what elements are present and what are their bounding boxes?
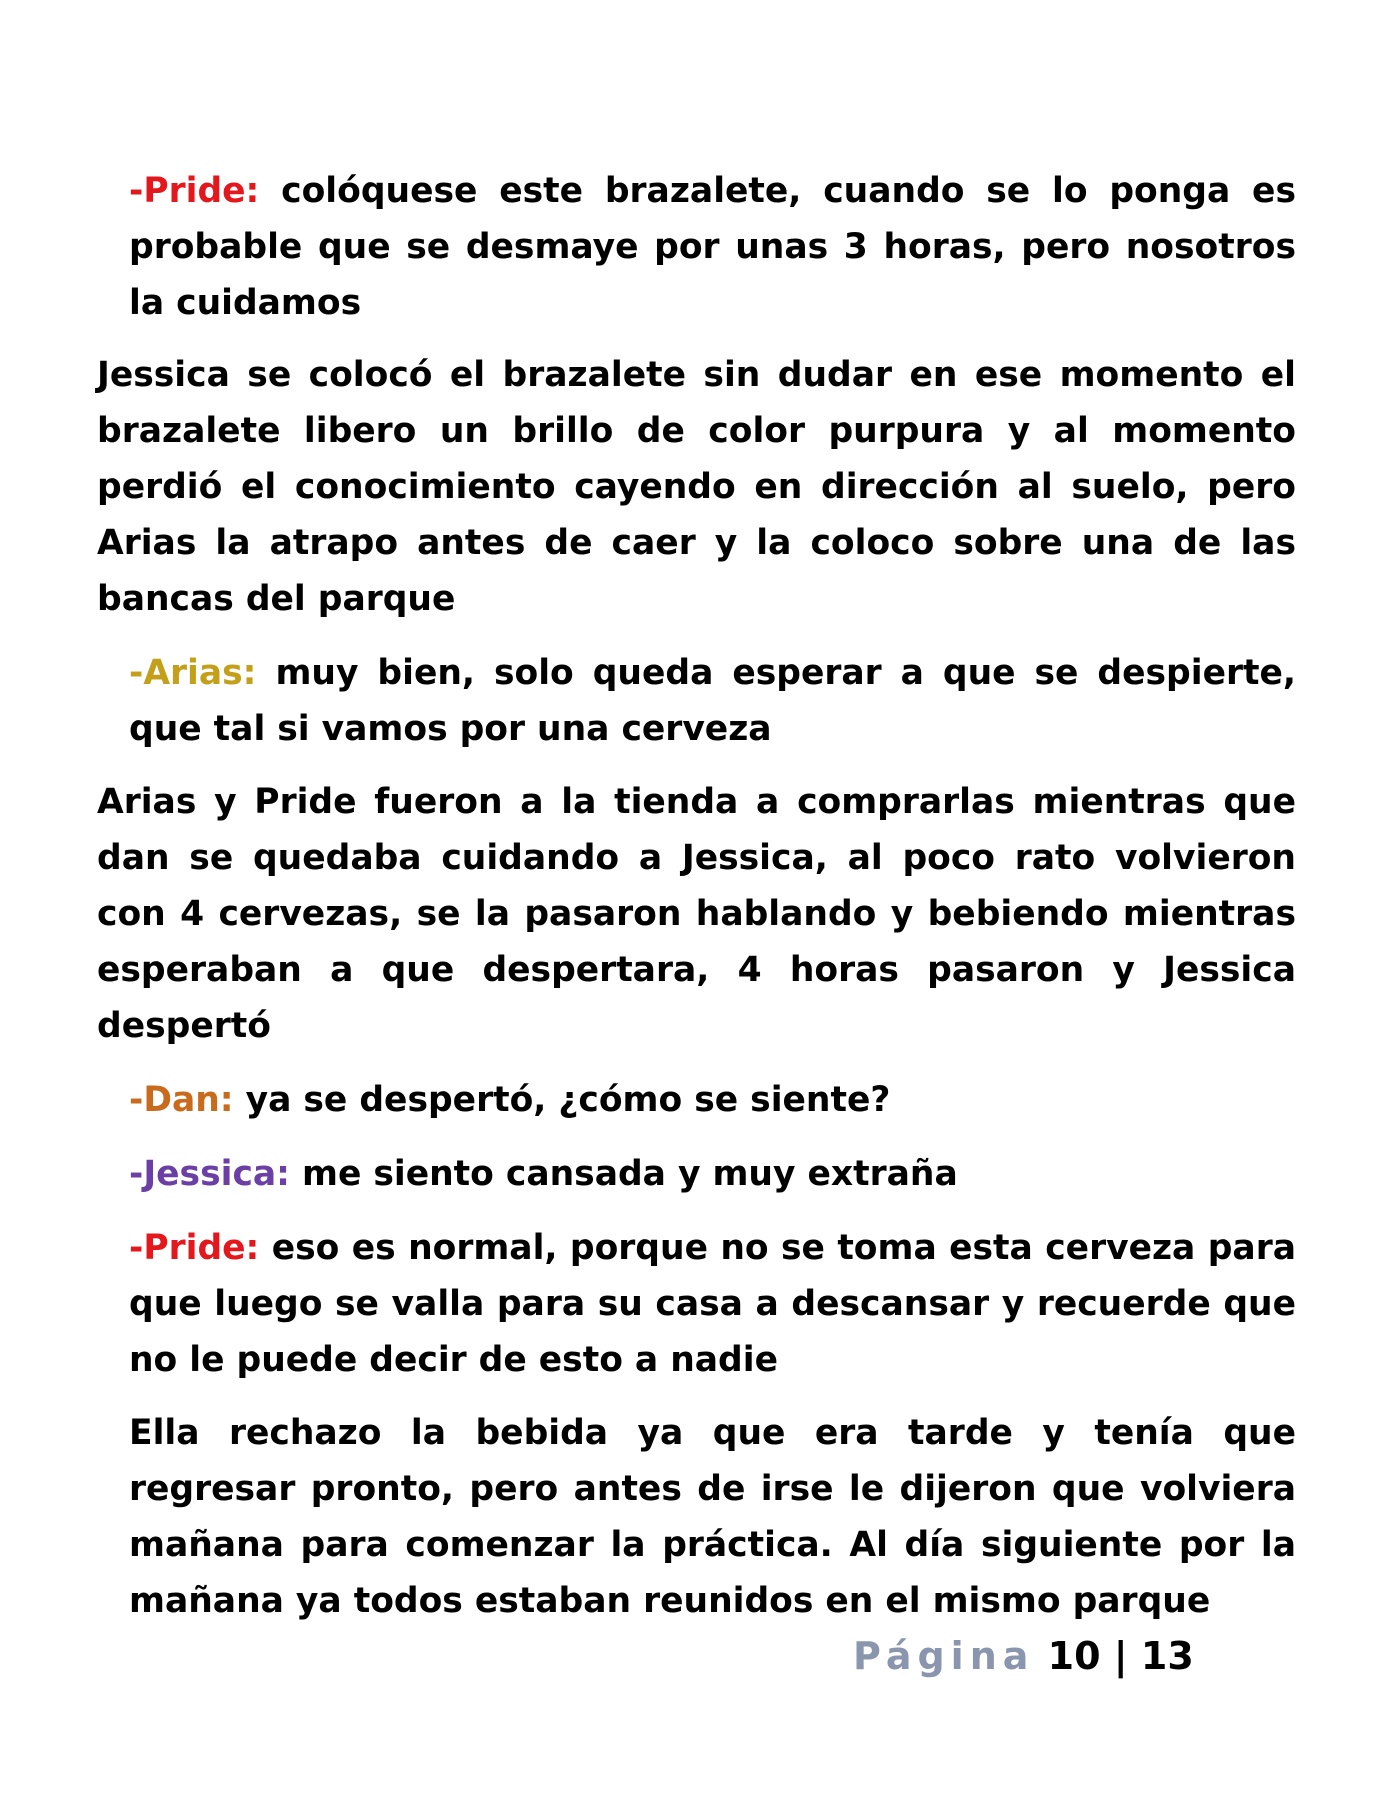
dialogue-text: ya se despertó, ¿cómo se siente?: [233, 1080, 891, 1120]
dialogue-jessica: [129, 1146, 1296, 1202]
dialogue-pride-1: [129, 163, 1296, 331]
narration-paragraph-2: Arias y Pride fueron a la tienda a comprarlas mientras que dan se quedaba cuidando a Jessica, al poco rato volvieron con 4 cervezas, se la pasaron hablando y bebiendo mientras esperaban a que despertara, 4 horas pasaron y Jessica despertó: [97, 782, 1296, 1046]
speaker-pride: -Pride:: [129, 1228, 260, 1268]
dialogue-arias: [129, 645, 1296, 757]
narration-paragraph-1: Jessica se colocó el brazalete sin dudar en ese momento el brazalete libero un brillo de color purpura y al momento perdió el conocimiento cayendo en dirección al suelo, pero Arias la atrapo antes de caer y la coloco sobre una de las bancas del parque: [97, 355, 1296, 619]
narration-paragraph-3: Ella rechazo la bebida ya que era tarde y tenía que regresar pronto, pero antes de irse le dijeron que volviera mañana para comenzar la práctica. Al día siguiente por la mañana ya todos estaban reunidos en el mismo parque: [129, 1413, 1296, 1621]
speaker-arias: -Arias:: [129, 653, 257, 693]
speaker-jessica: -Jessica:: [129, 1154, 290, 1194]
dialogue-text: eso es normal, porque no se toma esta cerveza para que luego se valla para su casa a descansar y recuerde que no le puede decir de esto a nadie: [129, 1228, 1296, 1380]
dialogue-text: me siento cansada y muy extraña: [289, 1154, 958, 1194]
page-footer: [853, 1628, 1194, 1684]
dialogue-dan: [129, 1072, 1296, 1128]
page-separator: |: [1113, 1634, 1128, 1678]
page-total: 13: [1140, 1634, 1194, 1678]
dialogue-text: muy bien, solo queda esperar a que se despierte, que tal si vamos por una cerveza: [129, 653, 1296, 749]
page-word: Página: [853, 1634, 1035, 1678]
dialogue-text: colóquese este brazalete, cuando se lo ponga es probable que se desmaye por unas 3 horas, pero nosotros la cuidamos: [129, 171, 1296, 323]
speaker-dan: -Dan:: [129, 1080, 234, 1120]
dialogue-pride-2: [129, 1220, 1296, 1388]
speaker-pride: -Pride:: [129, 171, 260, 211]
page-number: 10: [1047, 1634, 1101, 1678]
